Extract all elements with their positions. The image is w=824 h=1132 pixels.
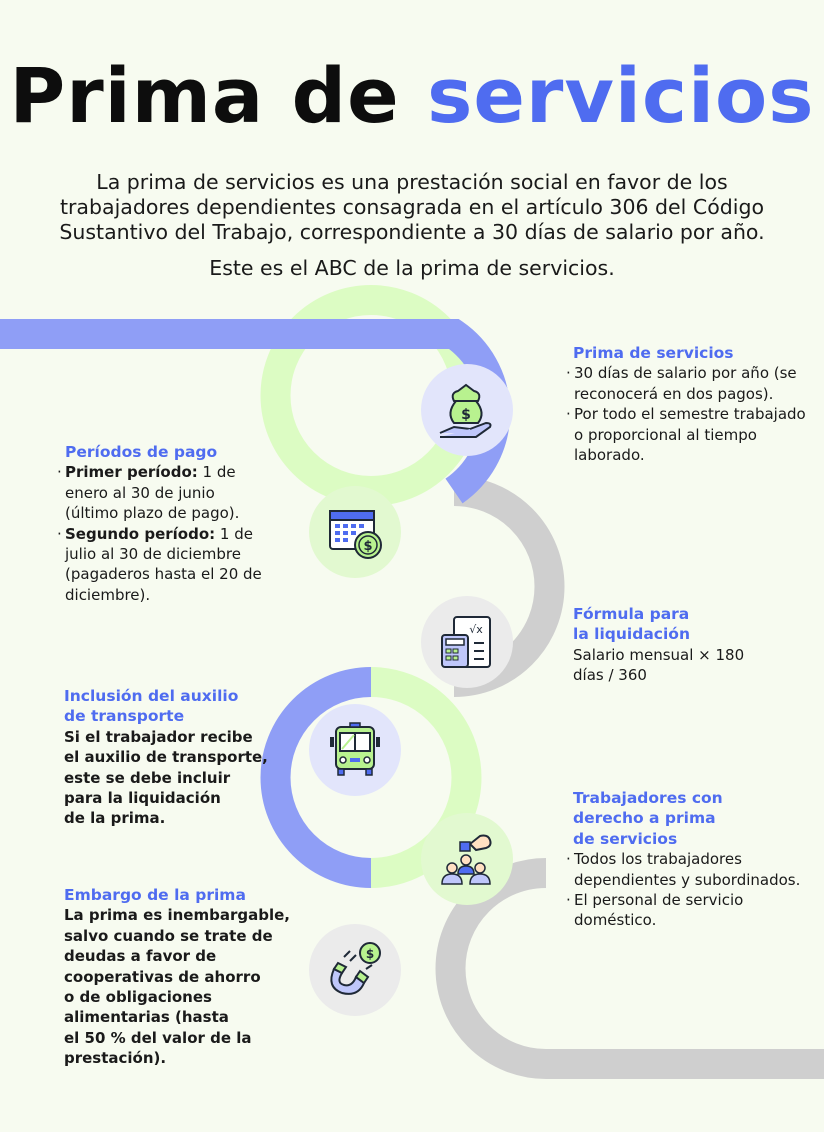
money-bag-hand-icon <box>436 379 498 441</box>
periodos-item-1-label: Primer período: <box>65 463 198 482</box>
section-embargo <box>64 885 294 1069</box>
calendar-dollar-icon <box>324 501 386 563</box>
trabajadores-item-1: · Todos los trabajadores dependientes y subordinados. <box>566 849 806 890</box>
svg-text:$: $ <box>461 407 471 423</box>
periodos-item-2-text: 1 de julio al 30 de diciembre (pagaderos hasta el 20 de diciembre). <box>65 524 262 604</box>
auxilio-heading-line2: de transporte <box>64 707 185 726</box>
formula-line1: Salario mensual × 180 <box>573 645 745 664</box>
title-part1: Prima de <box>9 51 400 140</box>
trabajadores-item-2: · El personal de servicio doméstico. <box>566 890 806 931</box>
prima-heading: Prima de servicios <box>573 344 734 362</box>
trabajadores-icon-circle <box>421 813 513 905</box>
periodos-item-2 <box>57 524 263 606</box>
intro-paragraph: La prima de servicios es una prestación social en favor de los trabajadores dependientes consagrada en el artículo 306 del Código Sustantivo del Trabajo, correspondiente a 30 días de salario por año. <box>59 170 765 244</box>
prima-icon-circle <box>421 364 513 456</box>
embargo-line-4: cooperativas de ahorro <box>64 967 261 986</box>
auxilio-line-1: Si el trabajador recibe <box>64 727 253 746</box>
auxilio-icon-circle <box>309 704 401 796</box>
formula-heading-line2: la liquidación <box>573 625 690 644</box>
periodos-item-2-label: Segundo período: <box>65 524 216 543</box>
formula-line2: días / 360 <box>573 666 647 685</box>
periodos-icon-circle <box>309 486 401 578</box>
embargo-line-7: el 50 % del valor de la <box>64 1028 252 1047</box>
section-formula <box>573 604 803 686</box>
calculator-icon <box>436 611 498 673</box>
svg-text:$: $ <box>365 947 375 961</box>
embargo-line-6: alimentarias (hasta <box>64 1008 229 1027</box>
team-pointing-icon <box>436 828 498 890</box>
periodos-heading: Períodos de pago <box>65 443 218 461</box>
section-prima <box>566 343 816 465</box>
auxilio-line-3: este se debe incluir <box>64 768 231 787</box>
formula-heading-line1: Fórmula para <box>573 605 690 623</box>
embargo-line-1: La prima es inembargable, <box>64 906 290 925</box>
trabajadores-heading-line3: de servicios <box>573 829 678 848</box>
bus-icon <box>324 719 386 781</box>
prima-item-1: · 30 días de salario por año (se reconocerá en dos pagos). <box>566 363 816 404</box>
periodos-item-1 <box>57 462 263 523</box>
auxilio-line-4: para la liquidación <box>64 789 221 808</box>
section-periodos <box>57 442 263 605</box>
intro-abc: Este es el ABC de la prima de servicios. <box>209 256 615 280</box>
periodos-item-1-text: 1 de enero al 30 de junio (último plazo de pago). <box>65 463 240 523</box>
auxilio-line-5: de la prima. <box>64 809 166 828</box>
embargo-icon-circle <box>309 924 401 1016</box>
auxilio-heading-line1: Inclusión del auxilio <box>64 687 239 705</box>
prima-item-2: · Por todo el semestre trabajado o proporcional al tiempo laborado. <box>566 404 816 465</box>
title-part2: servicios <box>427 51 815 140</box>
trabajadores-heading-line2: derecho a prima <box>573 809 716 828</box>
svg-text:√x: √x <box>469 623 483 636</box>
trabajadores-heading-line1: Trabajadores con <box>573 789 723 807</box>
formula-icon-circle <box>421 596 513 688</box>
magnet-money-icon <box>324 939 386 1001</box>
section-trabajadores <box>566 788 806 931</box>
embargo-line-2: salvo cuando se trate de <box>64 926 273 945</box>
embargo-line-8: prestación). <box>64 1049 167 1068</box>
embargo-line-5: o de obligaciones <box>64 988 212 1007</box>
section-auxilio <box>64 686 294 829</box>
auxilio-line-2: el auxilio de transporte, <box>64 748 268 767</box>
svg-text:$: $ <box>363 539 373 554</box>
embargo-line-3: deudas a favor de <box>64 947 217 966</box>
embargo-heading: Embargo de la prima <box>64 886 246 904</box>
